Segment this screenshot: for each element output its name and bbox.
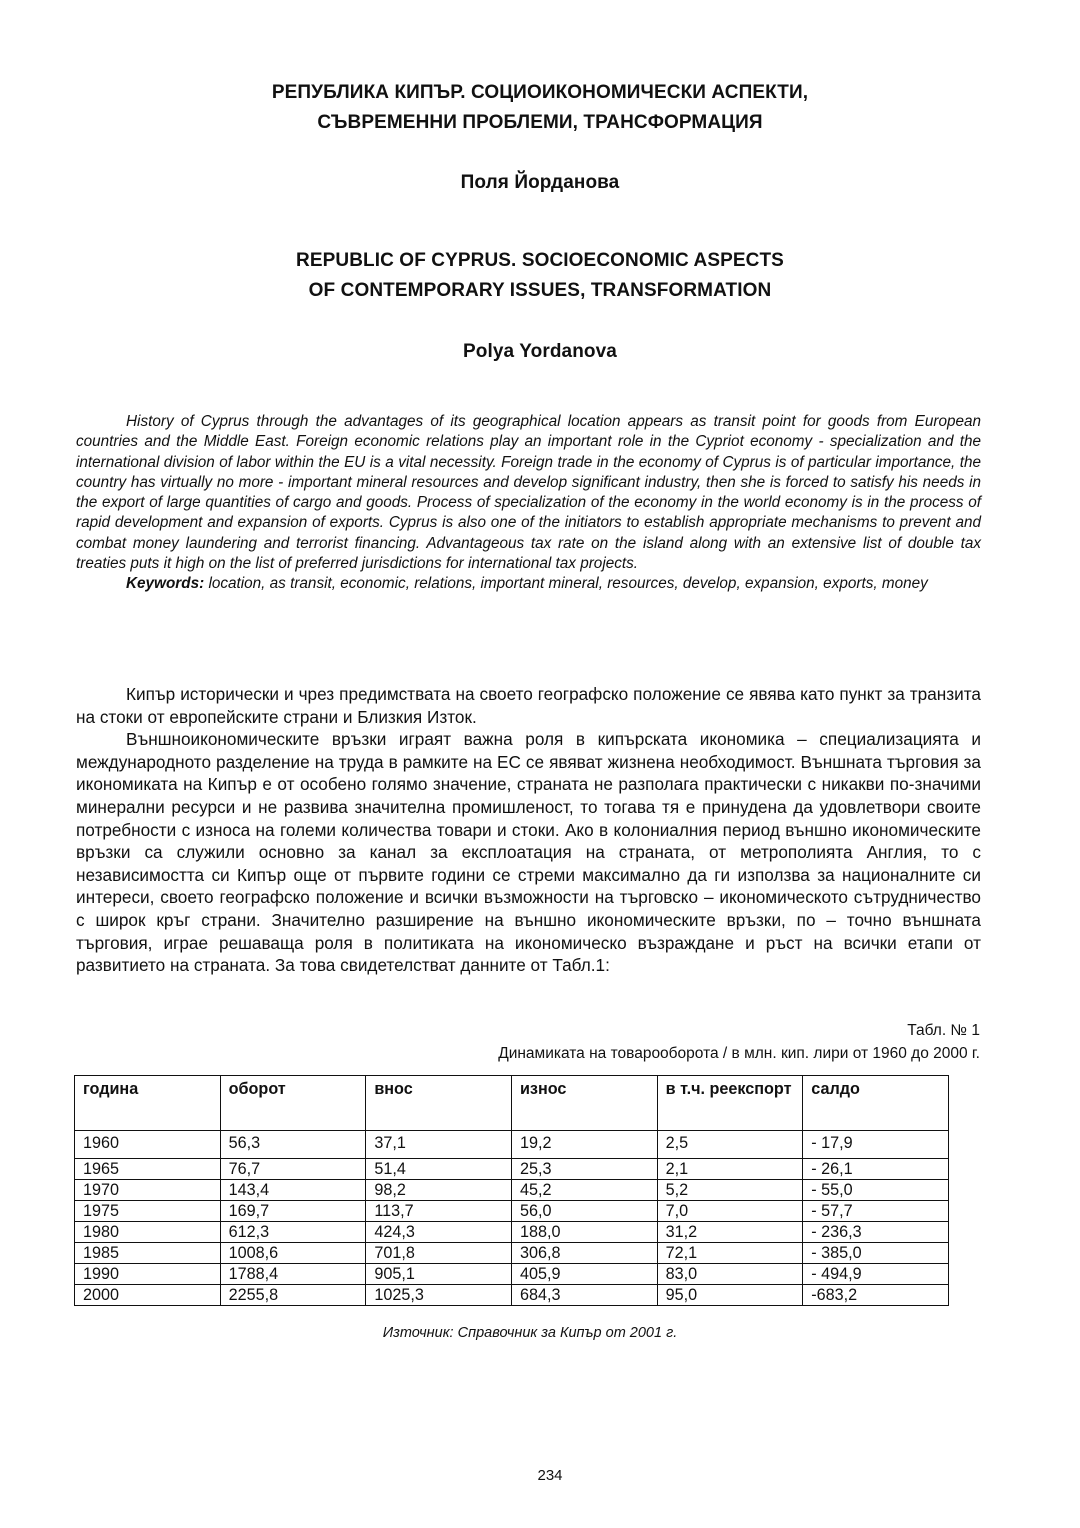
trade-table bbox=[74, 1075, 949, 1306]
cell-balance: - 385,0 bbox=[803, 1243, 949, 1264]
keywords-list: location, as transit, economic, relations, important mineral, resources, develop, expansion, exports, money bbox=[204, 575, 928, 593]
table-row bbox=[75, 1159, 949, 1180]
cell-import: 113,7 bbox=[366, 1201, 512, 1222]
cell-balance: - 55,0 bbox=[803, 1180, 949, 1201]
cell-reexport: 2,1 bbox=[657, 1159, 803, 1180]
author-english: Polya Yordanova bbox=[463, 341, 617, 362]
cell-balance: -683,2 bbox=[803, 1285, 949, 1306]
table-row bbox=[75, 1222, 949, 1243]
title-en-line-2: OF CONTEMPORARY ISSUES, TRANSFORMATION bbox=[308, 280, 772, 301]
header-turnover: оборот bbox=[220, 1076, 366, 1131]
cell-year: 1960 bbox=[75, 1131, 221, 1159]
cell-export: 45,2 bbox=[511, 1180, 657, 1201]
abstract bbox=[76, 412, 981, 595]
cell-import: 1025,3 bbox=[366, 1285, 512, 1306]
cell-import: 424,3 bbox=[366, 1222, 512, 1243]
cell-turnover: 143,4 bbox=[220, 1180, 366, 1201]
cell-export: 405,9 bbox=[511, 1264, 657, 1285]
table-row bbox=[75, 1131, 949, 1159]
cell-turnover: 56,3 bbox=[220, 1131, 366, 1159]
header-export: износ bbox=[511, 1076, 657, 1131]
title-en-line-1: REPUBLIC OF CYPRUS. SOCIOECONOMIC ASPECTS bbox=[296, 250, 784, 271]
cell-reexport: 72,1 bbox=[657, 1243, 803, 1264]
cell-reexport: 83,0 bbox=[657, 1264, 803, 1285]
cell-import: 37,1 bbox=[366, 1131, 512, 1159]
title-bg-line-2: СЪВРЕМЕННИ ПРОБЛЕМИ, ТРАНСФОРМАЦИЯ bbox=[317, 112, 763, 133]
cell-balance: - 494,9 bbox=[803, 1264, 949, 1285]
title-english bbox=[0, 246, 1080, 306]
keywords bbox=[76, 574, 981, 594]
table-number: Табл. № 1 bbox=[907, 1022, 980, 1039]
cell-year: 1980 bbox=[75, 1222, 221, 1243]
table-row bbox=[75, 1264, 949, 1285]
cell-reexport: 5,2 bbox=[657, 1180, 803, 1201]
cell-reexport: 2,5 bbox=[657, 1131, 803, 1159]
cell-export: 188,0 bbox=[511, 1222, 657, 1243]
cell-year: 1975 bbox=[75, 1201, 221, 1222]
table-source: Източник: Справочник за Кипър от 2001 г. bbox=[382, 1325, 678, 1341]
cell-turnover: 2255,8 bbox=[220, 1285, 366, 1306]
cell-year: 1965 bbox=[75, 1159, 221, 1180]
cell-turnover: 1788,4 bbox=[220, 1264, 366, 1285]
cell-year: 1985 bbox=[75, 1243, 221, 1264]
cell-export: 56,0 bbox=[511, 1201, 657, 1222]
cell-export: 684,3 bbox=[511, 1285, 657, 1306]
cell-balance: - 26,1 bbox=[803, 1159, 949, 1180]
body-text bbox=[76, 683, 981, 977]
cell-turnover: 612,3 bbox=[220, 1222, 366, 1243]
header-year: година bbox=[75, 1076, 221, 1131]
cell-balance: - 236,3 bbox=[803, 1222, 949, 1243]
cell-export: 25,3 bbox=[511, 1159, 657, 1180]
cell-year: 1990 bbox=[75, 1264, 221, 1285]
cell-import: 701,8 bbox=[366, 1243, 512, 1264]
header-balance: салдо bbox=[803, 1076, 949, 1131]
header-reexport: в т.ч. реекспорт bbox=[657, 1076, 803, 1131]
cell-reexport: 95,0 bbox=[657, 1285, 803, 1306]
abstract-text: History of Cyprus through the advantages of its geographical location appears as transit point for goods from European countries and the Middle East. Foreign economic relations play an important role in the Cypriot economy - specialization and the international division of labor within the EU is a vital necessity. Foreign trade in the economy of Cyprus is of particular importance, the country has virtually no more - important mineral resources and develop significant industry, then she is forced to satisfy his needs in the export of large quantities of cargo and goods. Process of specialization of the economy in the world economy is in the process of rapid development and expansion of exports. Cyprus is also one of the initiators to establish appropriate mechanisms to prevent and combat money laundering and terrorist financing. Advantageous tax rate on the island along with an extensive list of double tax treaties puts it high on the list of preferred jurisdictions for international tax projects. bbox=[76, 413, 981, 573]
cell-turnover: 76,7 bbox=[220, 1159, 366, 1180]
header-import: внос bbox=[366, 1076, 512, 1131]
cell-balance: - 17,9 bbox=[803, 1131, 949, 1159]
table-row bbox=[75, 1243, 949, 1264]
cell-import: 98,2 bbox=[366, 1180, 512, 1201]
table-row bbox=[75, 1180, 949, 1201]
cell-turnover: 169,7 bbox=[220, 1201, 366, 1222]
keywords-label: Keywords: bbox=[126, 575, 205, 593]
title-bulgarian bbox=[0, 78, 1080, 138]
cell-balance: - 57,7 bbox=[803, 1201, 949, 1222]
cell-year: 1970 bbox=[75, 1180, 221, 1201]
cell-reexport: 7,0 bbox=[657, 1201, 803, 1222]
table-row bbox=[75, 1285, 949, 1306]
author-bulgarian: Поля Йорданова bbox=[460, 172, 620, 193]
cell-year: 2000 bbox=[75, 1285, 221, 1306]
cell-export: 306,8 bbox=[511, 1243, 657, 1264]
table-header-row bbox=[75, 1076, 949, 1131]
title-bg-line-1: РЕПУБЛИКА КИПЪР. СОЦИОИКОНОМИЧЕСКИ АСПЕКТИ, bbox=[271, 82, 809, 103]
table-row bbox=[75, 1201, 949, 1222]
page-number: 234 bbox=[537, 1467, 563, 1484]
table-title: Динамиката на товарооборота / в млн. кип. лири от 1960 до 2000 г. bbox=[498, 1045, 980, 1062]
cell-reexport: 31,2 bbox=[657, 1222, 803, 1243]
body-paragraph: Кипър исторически и чрез предимствата на своето географско положение се явява като пункт за транзита на стоки от европейските страни и Близкия Изток. bbox=[76, 684, 981, 727]
cell-import: 51,4 bbox=[366, 1159, 512, 1180]
cell-export: 19,2 bbox=[511, 1131, 657, 1159]
body-paragraph: Външноикономическите връзки играят важна роля в кипърската икономика – специализацията и международното разделение на труда в рамките на ЕС се явяват жизнена необходимост. Външната търговия за икономиката на Кипър е от особено голямо значение, страната не разполага практически с никакви по-значими минерални ресурси и не развива значителна промишленост, то тогава тя е принудена да удовлетвори своите потребности с износа на големи количества товари и стоки. Ако в колониалния период външно икономическите връзки са служили основно за канал за експлоатация на страната, от метрополията Англия, то с независимостта си Кипър още от първите години се стреми максимално да ги използва за националните си интереси, своето географско положение и всички възможности на търговско – икономическото сътрудничество с широк кръг страни. Значително разширение на външно икономическите връзки, по – точно външната търговия, играе решаваща роля в политиката на икономическо възраждане и ръст на всички етапи от развитието на страната. За това свидетелстват данните от Табл.1: bbox=[76, 729, 981, 976]
cell-turnover: 1008,6 bbox=[220, 1243, 366, 1264]
cell-import: 905,1 bbox=[366, 1264, 512, 1285]
